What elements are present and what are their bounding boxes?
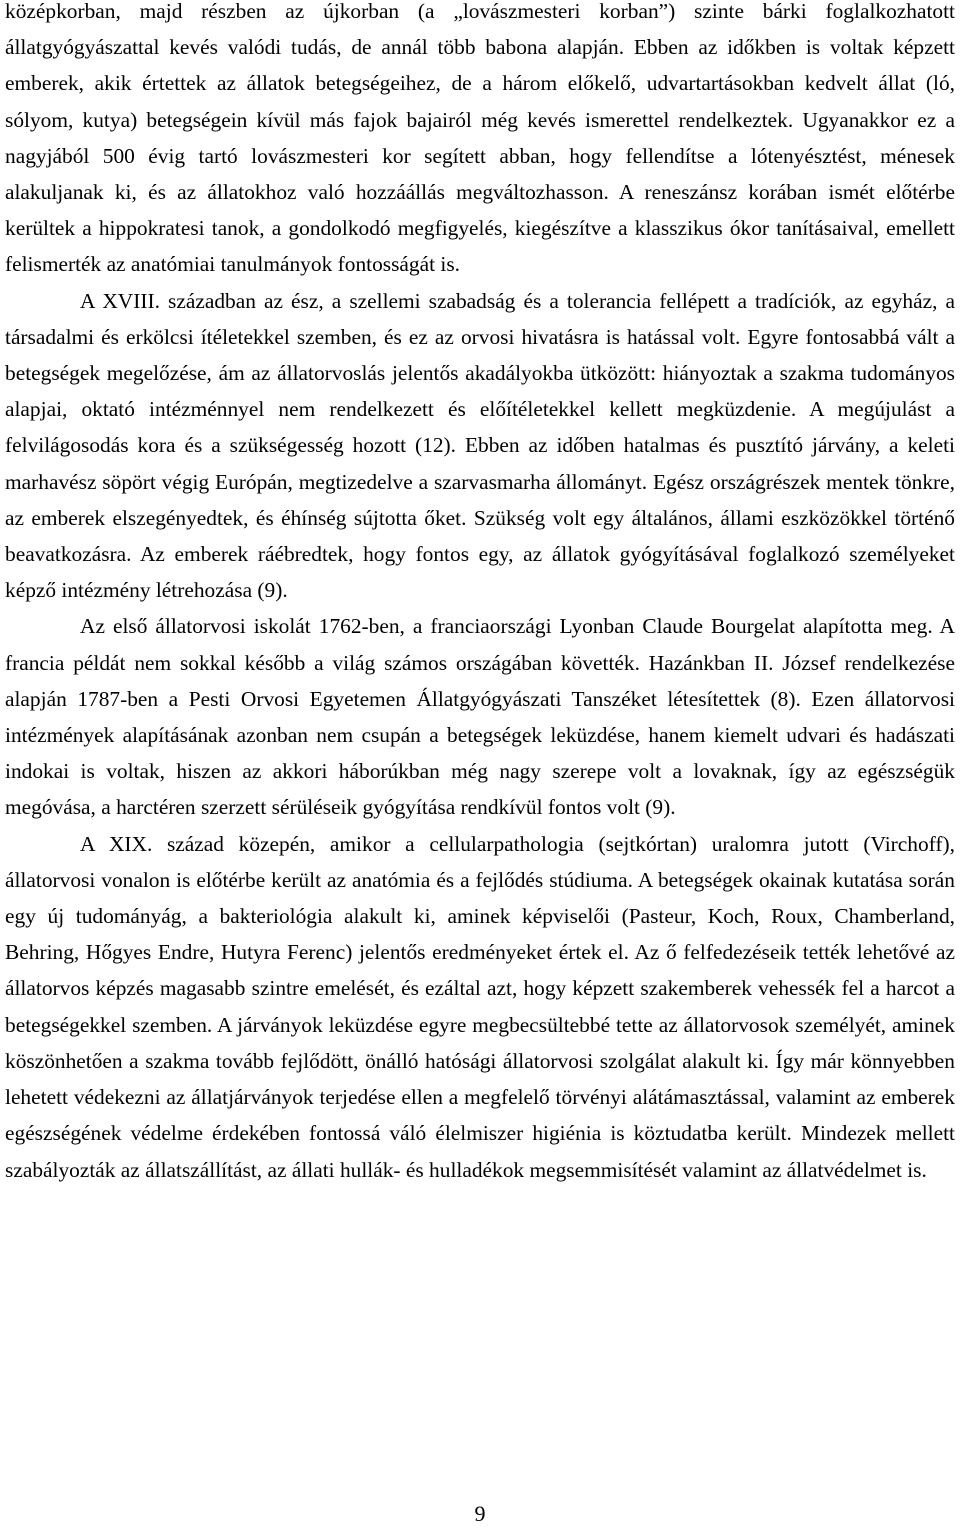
page-number: 9 bbox=[474, 1501, 486, 1526]
body-text bbox=[5, 0, 955, 1188]
paragraph-3: Az első állatorvosi iskolát 1762-ben, a franciaországi Lyonban Claude Bourgelat alapította meg. A francia példát nem sokkal később a világ számos országában követték. Hazánkban II. József rendelkezése alapján 1787-ben a Pesti Orvosi Egyetemen Állatgyógyászati Tanszéket létesítettek (8). Ezen állatorvosi intézmények alapításának azonban nem csupán a betegségek leküzdése, hanem kiemelt udvari és hadászati indokai is voltak, hiszen az akkori háborúkban még nagy szerepe volt a lovaknak, így az egészségük megóvása, a harctéren szerzett sérüléseik gyógyítása rendkívül fontos volt (9). bbox=[5, 614, 955, 820]
paragraph-4: A XIX. század közepén, amikor a cellularpathologia (sejtkórtan) uralomra jutott (Virchoff), állatorvosi vonalon is előtérbe került az anatómia és a fejlődés stúdiuma. A betegségek okainak kutatása során egy új tudományág, a bakteriológia alakult ki, aminek képviselői (Pasteur, Koch, Roux, Chamberland, Behring, Hőgyes Endre, Hutyra Ferenc) jelentős eredményeket értek el. Az ő felfedezéseik tették lehetővé az állatorvos képzés magasabb szintre emelését, és ezáltal azt, hogy képzett szakemberek vehessék fel a harcot a betegségekkel szemben. A járványok leküzdése egyre megbecsültebbé tette az állatorvosok személyét, aminek köszönhetően a szakma tovább fejlődött, önálló hatósági állatorvosi szolgálat alakult ki. Így már könnyebben lehetett védekezni az állatjárványok terjedése ellen a megfelelő törvényi alátámasztással, valamint az emberek egészségének védelme érdekében fontossá váló élelmiszer higiénia is köztudatba került. Mindezek mellett szabályozták az állatszállítást, az állati hullák- és hulladékok megsemmisítését valamint az állatvédelmet is. bbox=[5, 831, 955, 1182]
paragraph-2: A XVIII. században az ész, a szellemi szabadság és a tolerancia fellépett a tradíciók, az egyház, a társadalmi és erkölcsi ítéletekkel szemben, és ez az orvosi hivatásra is hatással volt. Egyre fontosabbá vált a betegségek megelőzése, ám az állatorvoslás jelentős akadályokba ütközött: hiányoztak a szakma tudományos alapjai, oktató intézménnyel nem rendelkezett és előítéletekkel kellett megküzdenie. A megújulást a felvilágosodás kora és a szükségesség hozott (12). Ebben az időben hatalmas és pusztító járvány, a keleti marhavész söpört végig Európán, megtizedelve a szarvasmarha állományt. Egész országrészek mentek tönkre, az emberek elszegényedtek, és éhínség sújtotta őket. Szükség volt egy általános, állami eszközökkel történő beavatkozásra. Az emberek ráébredtek, hogy fontos egy, az állatok gyógyításával foglalkozó személyeket képző intézmény létrehozása (9). bbox=[5, 288, 955, 603]
paragraph-1: középkorban, majd részben az újkorban (a „lovászmesteri korban”) szinte bárki foglalkozhatott állatgyógyászattal kevés valódi tudás, de annál több babona alapján. Ebben az időkben is voltak képzett emberek, akik értettek az állatok betegségeihez, de a három előkelő, udvartartásokban kedvelt állat (ló, sólyom, kutya) betegségein kívül más fajok bajairól még kevés ismerettel rendelkeztek. Ugyanakkor ez a nagyjából 500 évig tartó lovászmesteri kor segített abban, hogy fellendítse a lótenyésztést, ménesek alakuljanak ki, és az állatokhoz való hozzáállás megváltozhasson. A reneszánsz korában ismét előtérbe kerültek a hippokratesi tanok, a gondolkodó megfigyelés, kiegészítve a klasszikus ókor tanításaival, emellett felismerték az anatómiai tanulmányok fontosságát is. bbox=[5, 0, 955, 277]
